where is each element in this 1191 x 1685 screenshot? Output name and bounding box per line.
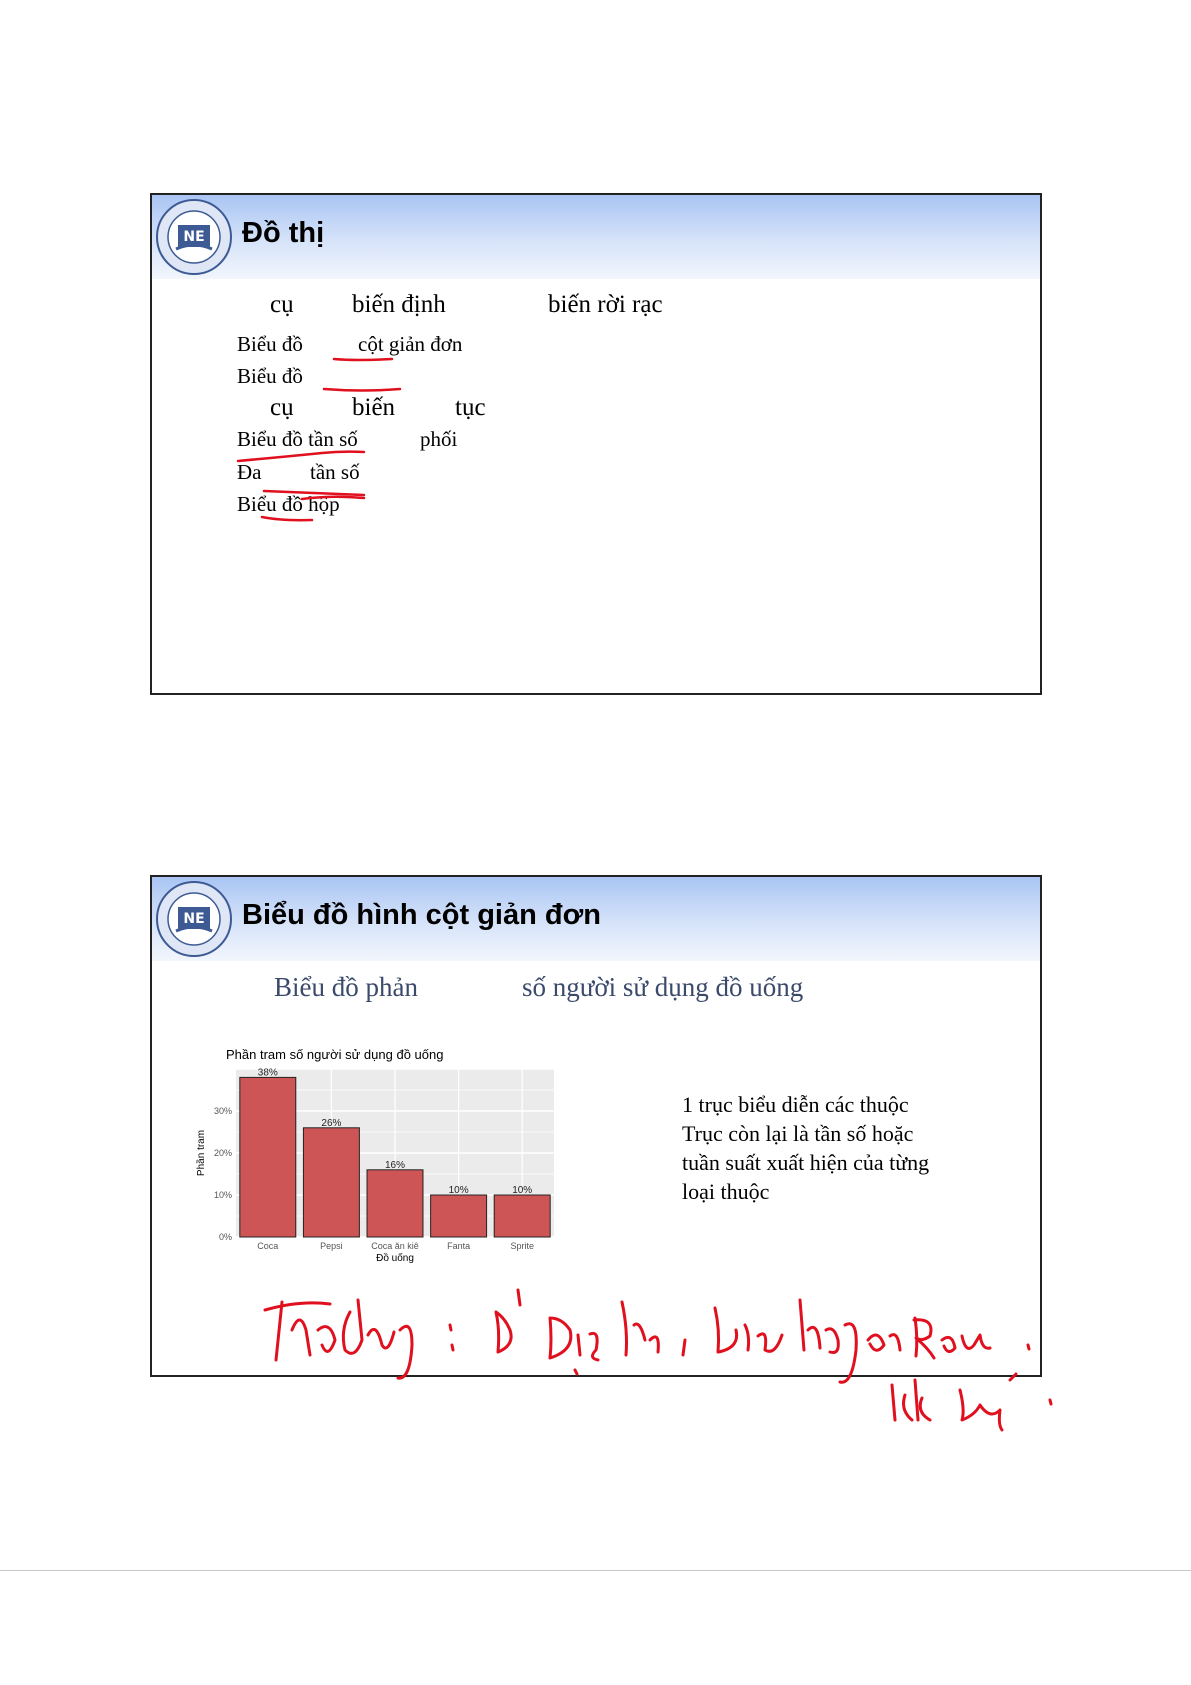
heading2-word2: biến: [352, 394, 396, 421]
list-item: tần số: [310, 460, 360, 484]
university-logo-icon: [154, 879, 234, 959]
bar: [240, 1077, 296, 1237]
bar: [367, 1170, 423, 1237]
data-label: 10%: [448, 1185, 469, 1196]
y-tick-label: 20%: [213, 1148, 232, 1158]
data-label: 38%: [257, 1067, 278, 1079]
x-tick-label: Pepsi: [320, 1241, 343, 1251]
list-item: Biểu đồ: [237, 332, 303, 356]
slide-2: [150, 875, 1042, 1377]
slide-header: [152, 195, 1040, 279]
y-tick-label: 10%: [213, 1190, 232, 1200]
slide-title: Đồ thị: [242, 217, 325, 249]
list-item: Đa: [237, 460, 262, 484]
y-axis-label: Phần tram: [196, 1129, 207, 1177]
text-line: tuần suất xuất hiện của từng: [682, 1150, 930, 1175]
subtitle-part1: Biểu đồ phản: [274, 972, 418, 1002]
y-tick-label: 0%: [218, 1232, 232, 1242]
slide-title: Biểu đồ hình cột giản đơn: [242, 899, 601, 931]
x-axis-label: Đồ uống: [376, 1253, 414, 1264]
y-tick-label: 30%: [213, 1106, 232, 1116]
text-line: Trục còn lại là tần số hoặc: [682, 1121, 914, 1146]
x-tick-label: Fanta: [447, 1241, 471, 1251]
list-item: Biểu đồ tần số: [237, 427, 358, 451]
data-label: 10%: [512, 1185, 533, 1196]
svg-text:NE: NE: [183, 911, 205, 927]
text-line: loại thuộc: [682, 1179, 770, 1204]
bar-chart: [192, 1045, 572, 1285]
heading2-word3: tục: [455, 394, 486, 421]
bar: [494, 1195, 550, 1237]
page-footer-line: [0, 1570, 1191, 1571]
x-tick-label: Coca: [257, 1241, 279, 1251]
list-item: Biểu đồ: [237, 364, 303, 388]
text-line: 1 trục biểu diễn các thuộc: [682, 1092, 909, 1117]
list-item: phối: [420, 427, 458, 451]
heading2-word1: cụ: [270, 394, 294, 421]
slide-header: [152, 877, 1040, 961]
heading1-word1: cụ: [270, 291, 294, 318]
list-item: Biểu đồ hộp: [237, 492, 340, 516]
heading1-word2: biến định: [352, 291, 446, 318]
x-tick-label: Sprite: [510, 1241, 534, 1251]
chart-title: Phần tram số người sử dụng đồ uống: [226, 1047, 444, 1062]
university-logo-icon: [154, 197, 234, 277]
slide-1: [150, 193, 1042, 695]
heading1-word3: biến rời rạc: [548, 291, 663, 318]
data-label: 16%: [384, 1159, 406, 1171]
x-tick-label: Coca ăn kiê: [371, 1241, 419, 1251]
data-label: 26%: [321, 1117, 342, 1129]
right-text-block: [682, 1090, 929, 1206]
bar: [303, 1128, 359, 1237]
bar: [431, 1195, 487, 1237]
subtitle-part2: số người sử dụng đồ uống: [522, 972, 804, 1002]
svg-text:NE: NE: [183, 229, 205, 245]
list-item: cột giản đơn: [358, 332, 463, 356]
